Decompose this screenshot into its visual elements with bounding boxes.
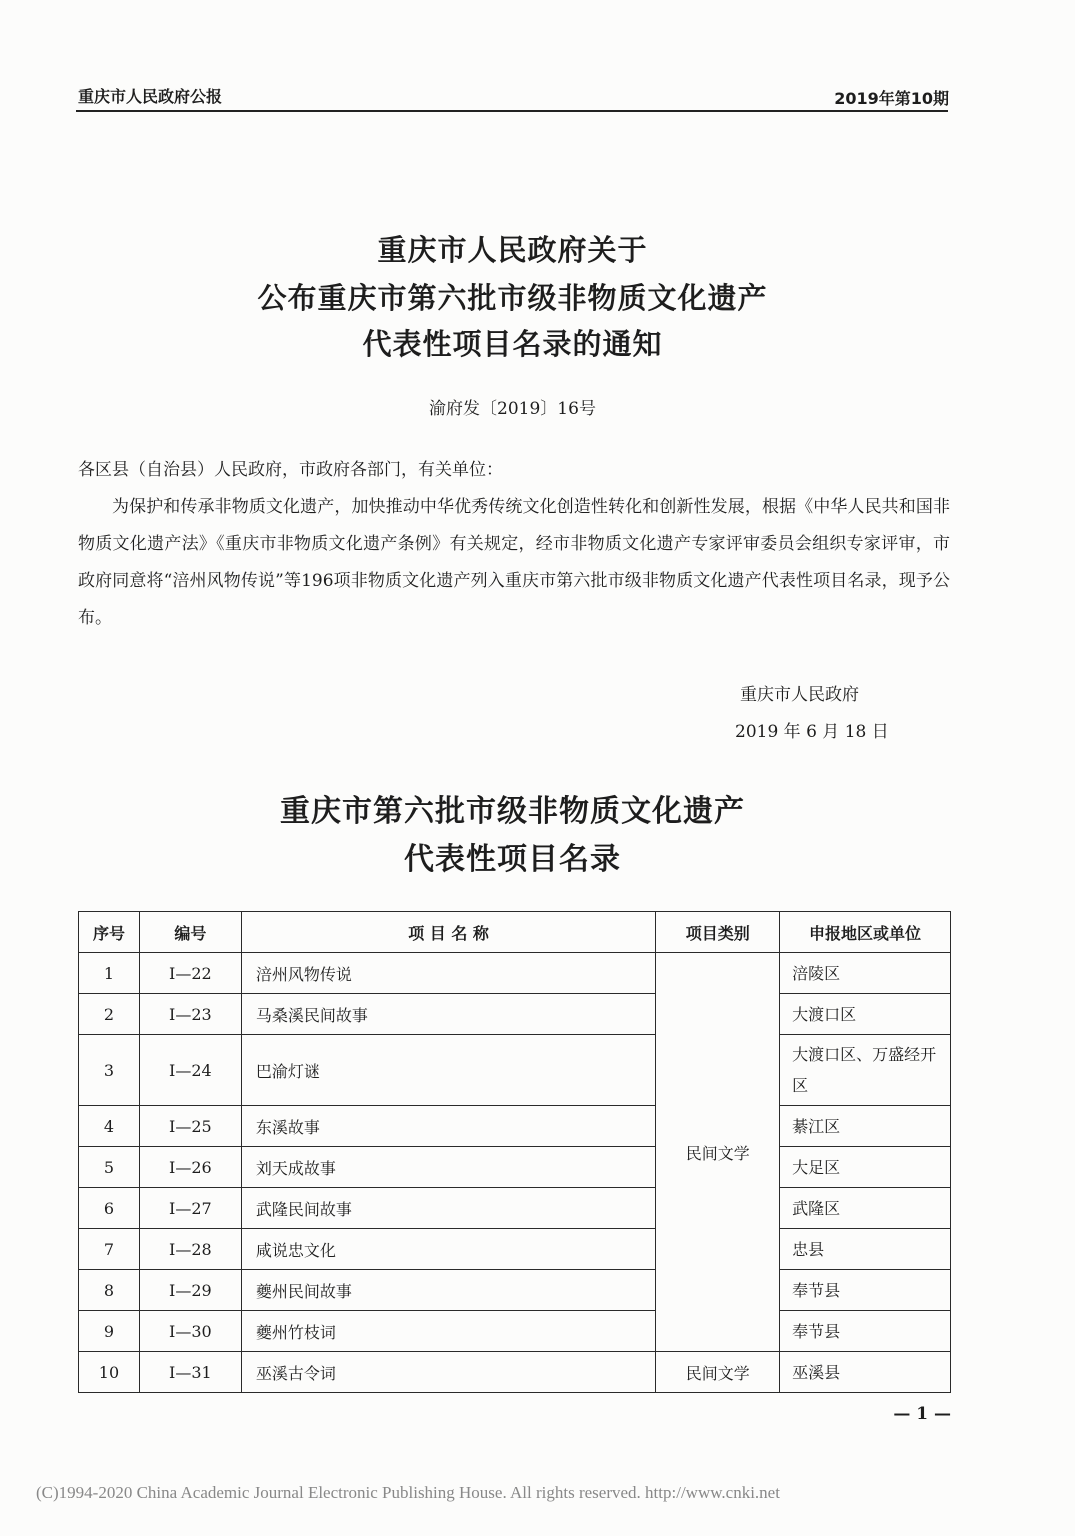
row-category-group: 民间文学 bbox=[656, 953, 780, 1352]
salutation: 各区县（自治县）人民政府，市政府各部门，有关单位： bbox=[78, 460, 503, 480]
row-code: Ⅰ—23 bbox=[139, 994, 241, 1035]
row-name: 巴渝灯谜 bbox=[241, 1035, 655, 1106]
table-row bbox=[79, 953, 951, 994]
row-code: Ⅰ—28 bbox=[139, 1229, 241, 1270]
row-region: 涪陵区 bbox=[780, 953, 951, 994]
col-code-header: 编号 bbox=[139, 912, 241, 953]
row-name: 夔州竹枝词 bbox=[241, 1311, 655, 1352]
issue-date: 2019 年 6 月 18 日 bbox=[735, 722, 889, 742]
row-name: 刘天成故事 bbox=[241, 1147, 655, 1188]
table-row bbox=[79, 1311, 951, 1352]
table-row bbox=[79, 1270, 951, 1311]
page-number: — 1 — bbox=[893, 1404, 951, 1424]
row-region: 武隆区 bbox=[780, 1188, 951, 1229]
row-code: Ⅰ—24 bbox=[139, 1035, 241, 1106]
row-region: 巫溪县 bbox=[780, 1352, 951, 1393]
table-row bbox=[79, 1352, 951, 1393]
row-region: 綦江区 bbox=[780, 1106, 951, 1147]
row-region: 奉节县 bbox=[780, 1311, 951, 1352]
row-region: 大足区 bbox=[780, 1147, 951, 1188]
header-rule bbox=[76, 110, 948, 112]
table-row bbox=[79, 1229, 951, 1270]
row-name: 东溪故事 bbox=[241, 1106, 655, 1147]
table-row bbox=[79, 1035, 951, 1106]
table-row bbox=[79, 994, 951, 1035]
row-seq: 3 bbox=[79, 1035, 140, 1106]
row-seq: 6 bbox=[79, 1188, 140, 1229]
row-category: 民间文学 bbox=[656, 1352, 780, 1393]
table-header-row bbox=[79, 912, 951, 953]
row-code: Ⅰ—31 bbox=[139, 1352, 241, 1393]
row-region: 奉节县 bbox=[780, 1270, 951, 1311]
row-region: 大渡口区 bbox=[780, 994, 951, 1035]
row-name: 涪州风物传说 bbox=[241, 953, 655, 994]
list-title-line-1: 重庆市第六批市级非物质文化遗产 bbox=[280, 794, 745, 829]
issuer: 重庆市人民政府 bbox=[740, 685, 859, 705]
list-title-line-2: 代表性项目名录 bbox=[404, 842, 621, 877]
notice-title-line-1: 重庆市人民政府关于 bbox=[377, 233, 648, 267]
row-code: Ⅰ—25 bbox=[139, 1106, 241, 1147]
row-name: 夔州民间故事 bbox=[241, 1270, 655, 1311]
row-seq: 10 bbox=[79, 1352, 140, 1393]
row-code: Ⅰ—27 bbox=[139, 1188, 241, 1229]
notice-title-line-2: 公布重庆市第六批市级非物质文化遗产 bbox=[257, 281, 768, 315]
col-seq-header: 序号 bbox=[79, 912, 140, 953]
row-name: 武隆民间故事 bbox=[241, 1188, 655, 1229]
col-region-header: 申报地区或单位 bbox=[780, 912, 951, 953]
row-region: 大渡口区、万盛经开区 bbox=[780, 1035, 951, 1106]
issue-number: 2019年第10期 bbox=[834, 89, 949, 108]
row-seq: 1 bbox=[79, 953, 140, 994]
journal-name: 重庆市人民政府公报 bbox=[78, 87, 223, 106]
row-seq: 5 bbox=[79, 1147, 140, 1188]
col-category-header: 项目类别 bbox=[656, 912, 780, 953]
table-row bbox=[79, 1188, 951, 1229]
heritage-table bbox=[78, 911, 951, 1393]
row-seq: 2 bbox=[79, 994, 140, 1035]
row-name: 巫溪古令词 bbox=[241, 1352, 655, 1393]
row-seq: 9 bbox=[79, 1311, 140, 1352]
col-name-header: 项 目 名 称 bbox=[241, 912, 655, 953]
table-row bbox=[79, 1106, 951, 1147]
row-name: 咸说忠文化 bbox=[241, 1229, 655, 1270]
notice-body: 为保护和传承非物质文化遗产，加快推动中华优秀传统文化创造性转化和创新性发展，根据《中华人民共和国非物质文化遗产法》《重庆市非物质文化遗产条例》有关规定，经市非物质文化遗产专家评审委员会组织专家评审，市政府同意将“涪州风物传说”等196项非物质文化遗产列入重庆市第六批市级非物质文化遗产代表性项目名录，现予公布。 bbox=[78, 497, 950, 628]
notice-title-line-3: 代表性项目名录的通知 bbox=[362, 327, 663, 361]
row-region: 忠县 bbox=[780, 1229, 951, 1270]
row-code: Ⅰ—30 bbox=[139, 1311, 241, 1352]
row-name: 马桑溪民间故事 bbox=[241, 994, 655, 1035]
row-seq: 7 bbox=[79, 1229, 140, 1270]
row-code: Ⅰ—22 bbox=[139, 953, 241, 994]
row-seq: 4 bbox=[79, 1106, 140, 1147]
row-code: Ⅰ—26 bbox=[139, 1147, 241, 1188]
row-seq: 8 bbox=[79, 1270, 140, 1311]
table-row bbox=[79, 1147, 951, 1188]
row-code: Ⅰ—29 bbox=[139, 1270, 241, 1311]
document-number: 渝府发〔2019〕16号 bbox=[429, 399, 596, 419]
copyright-footer: (C)1994-2020 China Academic Journal Electronic Publishing House. All rights reserved. http://www.cnki.net bbox=[36, 1483, 780, 1502]
